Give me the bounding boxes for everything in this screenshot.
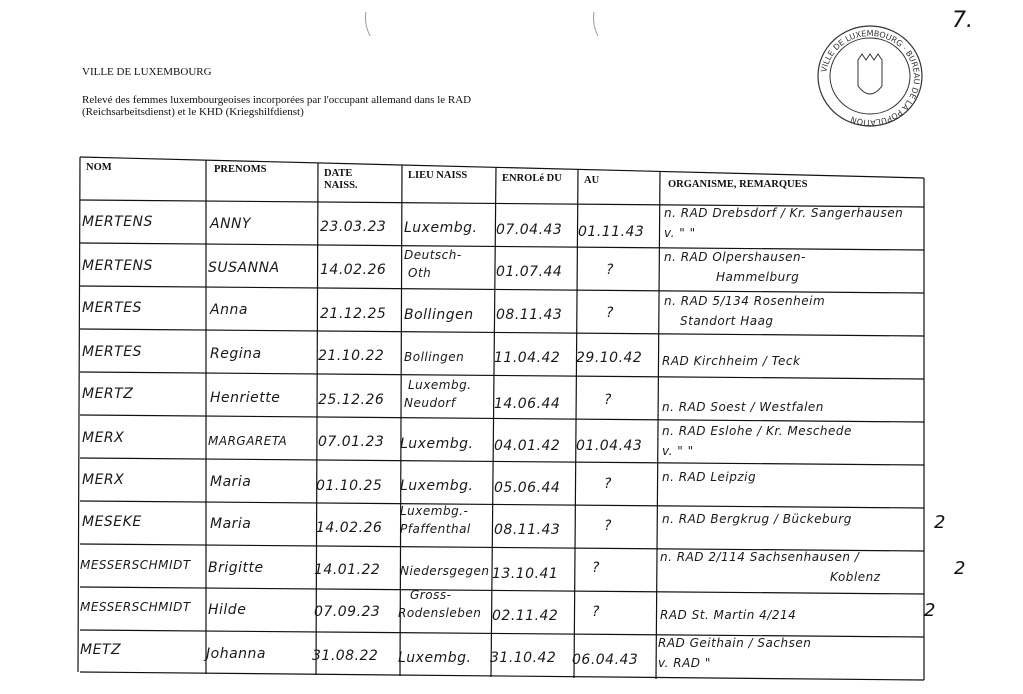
cell-date: 23.03.23	[320, 219, 387, 235]
cell-au: ?	[606, 305, 614, 321]
cell-enrole: 04.01.42	[494, 438, 561, 454]
cell-remarque-2: v. " "	[664, 226, 696, 240]
cell-date: 07.09.23	[314, 604, 381, 620]
cell-remarque: n. RAD Eslohe / Kr. Meschede	[662, 424, 852, 438]
cell-nom: METZ	[80, 642, 122, 658]
cell-au: ?	[604, 392, 612, 408]
cell-lieu: Luxembg.	[408, 378, 472, 392]
cell-lieu: Luxembg.	[398, 650, 472, 666]
margin-note: 2	[954, 558, 966, 579]
cell-nom: MERX	[82, 472, 125, 488]
margin-note: 2	[934, 512, 946, 533]
cell-remarque: RAD Geithain / Sachsen	[658, 636, 812, 650]
cell-enrole: 14.06.44	[494, 396, 561, 412]
cell-au: ?	[604, 518, 612, 534]
cell-au: 06.04.43	[572, 652, 639, 668]
cell-enrole: 01.07.44	[496, 264, 563, 280]
cell-remarque-2: v. " "	[662, 444, 694, 458]
column-header-lieu-naiss: LIEU NAISS	[408, 170, 468, 181]
page-number: 7.	[952, 8, 973, 33]
margin-note: 2	[924, 600, 936, 621]
cell-prenom: Hilde	[208, 602, 247, 618]
cell-nom: MERTENS	[82, 258, 153, 274]
cell-date: 31.08.22	[312, 648, 379, 664]
cell-nom: MESSERSCHMIDT	[80, 558, 191, 572]
cell-enrole: 07.04.43	[496, 222, 563, 238]
cell-remarque-2: Hammelburg	[716, 270, 800, 284]
cell-date: 21.10.22	[318, 348, 385, 364]
cell-lieu-2: Pfaffenthal	[400, 522, 471, 536]
cell-remarque-2: Standort Haag	[680, 314, 774, 328]
cell-remarque: RAD Kirchheim / Teck	[662, 354, 801, 368]
cell-au: ?	[604, 476, 612, 492]
column-header-nom: NOM	[86, 162, 112, 173]
cell-au: ?	[592, 560, 600, 576]
cell-lieu: Gross-	[410, 588, 452, 602]
cell-prenom: Johanna	[206, 646, 266, 662]
cell-remarque: n. RAD 2/114 Sachsenhausen /	[660, 550, 860, 564]
cell-enrole: 11.04.42	[494, 350, 561, 366]
cell-au: ?	[606, 262, 614, 278]
cell-date: 07.01.23	[318, 434, 385, 450]
cell-nom: MESEKE	[82, 514, 142, 530]
cell-remarque: RAD St. Martin 4/214	[660, 608, 797, 622]
cell-nom: MERTENS	[82, 214, 153, 230]
cell-enrole: 05.06.44	[494, 480, 561, 496]
cell-lieu: Luxembg.	[400, 436, 474, 452]
header-description: Relevé des femmes luxembourgeoises incorporées par l'occupant allemand dans le RAD (Reichsarbeitsdienst) et le KHD (Kriegshilfdienst)	[82, 94, 472, 118]
cell-au: 29.10.42	[576, 350, 643, 366]
cell-nom: MERTES	[82, 344, 142, 360]
cell-nom: MESSERSCHMIDT	[80, 600, 191, 614]
cell-au: 01.11.43	[578, 224, 645, 240]
cell-prenom: Anna	[210, 302, 248, 318]
cell-prenom: SUSANNA	[208, 260, 280, 276]
cell-date: 14.02.26	[316, 520, 383, 536]
cell-remarque-2: v. RAD "	[658, 656, 711, 670]
column-header-organisme: ORGANISME, REMARQUES	[668, 179, 808, 190]
cell-prenom: Henriette	[210, 390, 281, 406]
cell-date: 21.12.25	[320, 306, 387, 322]
cell-lieu: Niedersgegen	[400, 564, 490, 578]
cell-enrole: 08.11.43	[496, 307, 563, 323]
cell-remarque: n. RAD Leipzig	[662, 470, 757, 484]
cell-remarque: n. RAD Olpershausen-	[664, 250, 806, 264]
cell-lieu-2: Neudorf	[404, 396, 456, 410]
cell-date: 14.02.26	[320, 262, 387, 278]
cell-prenom: Maria	[210, 474, 252, 490]
cell-au: 01.04.43	[576, 438, 643, 454]
cell-enrole: 31.10.42	[490, 650, 557, 666]
cell-lieu: Bollingen	[404, 350, 465, 364]
cell-nom: MERTES	[82, 300, 142, 316]
cell-remarque: n. RAD 5/134 Rosenheim	[664, 294, 826, 308]
cell-enrole: 08.11.43	[494, 522, 561, 538]
cell-prenom: MARGARETA	[208, 434, 288, 448]
cell-enrole: 02.11.42	[492, 608, 559, 624]
cell-remarque: n. RAD Soest / Westfalen	[662, 400, 824, 414]
cell-date: 01.10.25	[316, 478, 383, 494]
cell-date: 25.12.26	[318, 392, 385, 408]
column-header-date-naiss: DATE NAISS.	[324, 168, 358, 191]
cell-prenom: Maria	[210, 516, 252, 532]
cell-date: 14.01.22	[314, 562, 381, 578]
cell-remarque: n. RAD Drebsdorf / Kr. Sangerhausen	[664, 206, 904, 220]
cell-au: ?	[592, 604, 600, 620]
cell-prenom: ANNY	[210, 216, 252, 232]
cell-lieu: Luxembg.	[400, 478, 474, 494]
cell-lieu: Luxembg.	[404, 220, 478, 236]
cell-remarque: n. RAD Bergkrug / Bückeburg	[662, 512, 852, 526]
cell-enrole: 13.10.41	[492, 566, 559, 582]
header-city: VILLE DE LUXEMBOURG	[82, 66, 212, 78]
cell-prenom: Regina	[210, 346, 262, 362]
cell-nom: MERX	[82, 430, 125, 446]
cell-lieu: Bollingen	[404, 307, 474, 323]
column-header-enrole-du: ENROLé DU	[502, 173, 562, 184]
cell-lieu: Deutsch-	[404, 248, 462, 262]
cell-lieu: Luxembg.-	[400, 504, 469, 518]
cell-nom: MERTZ	[82, 386, 134, 402]
column-header-prenoms: PRENOMS	[214, 164, 267, 175]
cell-lieu-2: Oth	[408, 266, 432, 280]
cell-remarque-2: Koblenz	[830, 570, 881, 584]
cell-prenom: Brigitte	[208, 560, 264, 576]
cell-lieu-2: Rodensleben	[398, 606, 482, 620]
column-header-au: AU	[584, 175, 600, 186]
svg-text:VILLE DE LUXEMBOURG · BUREAU D: VILLE DE LUXEMBOURG · BUREAU DE LA POPULATION	[819, 28, 922, 128]
